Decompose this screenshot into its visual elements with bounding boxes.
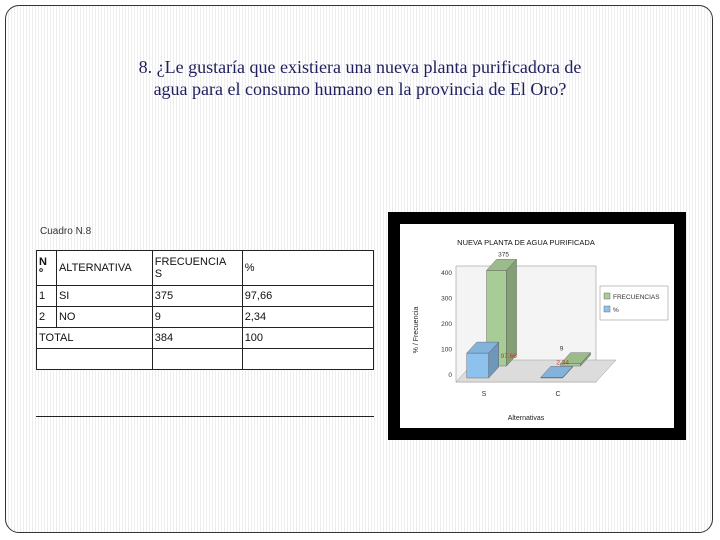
legend-box bbox=[600, 286, 668, 320]
row-percent: 2,34 bbox=[242, 307, 373, 328]
x-axis-label: Alternativas bbox=[507, 415, 545, 422]
y-tick-label: 200 bbox=[441, 321, 452, 328]
bar-si-frecuencias-side bbox=[507, 259, 517, 366]
legend-label: % bbox=[613, 307, 619, 314]
table-total-row bbox=[37, 328, 374, 349]
empty-cell bbox=[242, 349, 373, 370]
x-tick-label: C bbox=[555, 391, 561, 398]
chart-title: NUEVA PLANTA DE AGUA PURIFICADA bbox=[457, 238, 595, 247]
y-axis-label: % / Frecuencia bbox=[413, 306, 420, 354]
y-tick-label: 400 bbox=[441, 270, 452, 277]
table-row bbox=[37, 307, 374, 328]
row-frequency: 9 bbox=[152, 307, 242, 328]
y-tick-label: 100 bbox=[441, 346, 452, 354]
total-frequency: 384 bbox=[152, 328, 242, 349]
x-tick-label: S bbox=[481, 391, 487, 398]
header-percent: % bbox=[242, 251, 373, 286]
table-caption: Cuadro N.8 bbox=[40, 226, 92, 237]
data-label: 9 bbox=[559, 345, 564, 353]
y-tick-label: 300 bbox=[441, 295, 452, 303]
legend-swatch bbox=[604, 306, 610, 312]
table-header-row bbox=[37, 251, 374, 286]
row-alternative: SI bbox=[56, 286, 152, 307]
row-frequency: 375 bbox=[152, 286, 242, 307]
header-alternative: ALTERNATIVA bbox=[56, 251, 152, 286]
data-label: 2.34 bbox=[556, 359, 570, 367]
row-number: 2 bbox=[37, 307, 57, 328]
header-frequency: FRECUENCIA S bbox=[152, 251, 242, 286]
data-label: 375 bbox=[498, 251, 509, 259]
question-title: 8. ¿Le gustaría que existiera una nueva planta purificadora de agua para el consumo humano en la provincia de El Oro? bbox=[138, 57, 582, 99]
empty-cell bbox=[152, 349, 242, 370]
header-number: N º bbox=[37, 251, 57, 286]
bar-chart bbox=[400, 224, 674, 428]
legend-swatch bbox=[604, 293, 610, 299]
chart-frame bbox=[388, 212, 686, 440]
total-percent: 100 bbox=[242, 328, 373, 349]
row-alternative: NO bbox=[56, 307, 152, 328]
total-label: TOTAL bbox=[37, 328, 153, 349]
frequency-table bbox=[36, 250, 374, 370]
empty-cell bbox=[37, 349, 153, 370]
y-tick-label: 0 bbox=[448, 372, 452, 379]
legend-label: FRECUENCIAS bbox=[613, 294, 660, 301]
row-number: 1 bbox=[37, 286, 57, 307]
table-empty-row bbox=[37, 349, 374, 370]
table-bottom-rule bbox=[36, 416, 374, 417]
chart-panel bbox=[400, 224, 674, 428]
bar-si-porcentaje bbox=[467, 353, 489, 378]
data-label: 97.66 bbox=[500, 353, 517, 361]
row-percent: 97,66 bbox=[242, 286, 373, 307]
table-row bbox=[37, 286, 374, 307]
